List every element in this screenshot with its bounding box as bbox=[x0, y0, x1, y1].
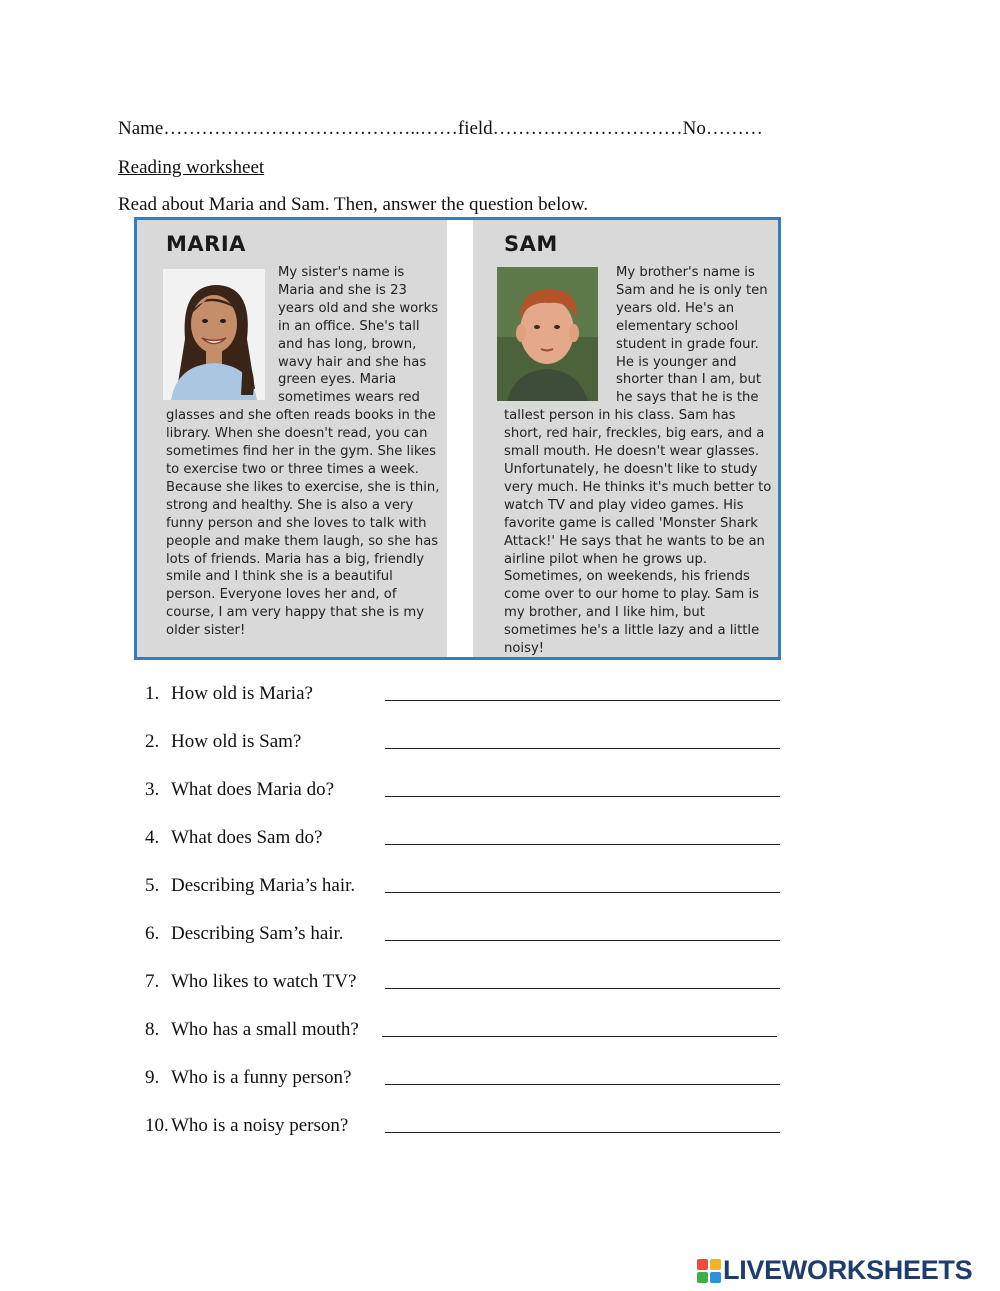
question-text: What does Maria do? bbox=[171, 779, 335, 800]
question-text: Describing Maria’s hair. bbox=[171, 875, 356, 896]
instructions-text: Read about Maria and Sam. Then, answer the question below. bbox=[118, 194, 589, 215]
sam-panel bbox=[473, 220, 778, 657]
question-text: What does Sam do? bbox=[171, 827, 323, 848]
question-item bbox=[145, 872, 785, 902]
answer-line[interactable] bbox=[385, 988, 780, 989]
question-text: Who has a small mouth? bbox=[171, 1019, 359, 1040]
question-number: 2. bbox=[145, 731, 160, 752]
question-text: How old is Maria? bbox=[171, 683, 313, 704]
answer-line[interactable] bbox=[385, 844, 780, 845]
question-text: Who is a funny person? bbox=[171, 1067, 352, 1088]
answer-line[interactable] bbox=[382, 1036, 777, 1037]
question-item bbox=[145, 1112, 785, 1142]
sam-heading: SAM bbox=[504, 232, 558, 256]
liveworksheets-logo[interactable] bbox=[697, 1254, 997, 1286]
question-item bbox=[145, 968, 785, 998]
name-field-line[interactable]: Name…………………………………..……field…………………………No……… bbox=[118, 118, 763, 139]
reading-passage-box bbox=[134, 217, 781, 660]
question-number: 6. bbox=[145, 923, 160, 944]
answer-line[interactable] bbox=[385, 1084, 780, 1085]
maria-story-text: My sister's name is Maria and she is 23 years old and she works in an office. She's tall and has long, brown, wavy hair and she has green eyes. Maria sometimes wears red glasses and she often reads books in the library. When she doesn't read, you can sometimes find her in the gym. She likes to exercise two or three times a week. Because she likes to exercise, she is thin, strong and healthy. She is also a very funny person and she loves to talk with people and make them laugh, so she has lots of friends. Maria has a big, friendly smile and I think she is a beautiful person. Everyone loves her and, of course, I am very happy that she is my older sister! bbox=[166, 265, 440, 639]
question-number: 9. bbox=[145, 1067, 160, 1088]
question-number: 1. bbox=[145, 683, 160, 704]
logo-wordmark: LIVEWORKSHEETS bbox=[723, 1255, 973, 1285]
question-item bbox=[145, 824, 785, 854]
question-number: 7. bbox=[145, 971, 160, 992]
worksheet-title: Reading worksheet bbox=[118, 157, 265, 178]
question-number: 4. bbox=[145, 827, 160, 848]
question-text: How old is Sam? bbox=[171, 731, 302, 752]
maria-heading: MARIA bbox=[166, 232, 246, 256]
answer-line[interactable] bbox=[385, 748, 780, 749]
question-text: Who is a noisy person? bbox=[171, 1115, 349, 1136]
question-item bbox=[145, 920, 785, 950]
question-item bbox=[145, 1016, 785, 1046]
maria-panel bbox=[137, 220, 447, 657]
question-text: Who likes to watch TV? bbox=[171, 971, 357, 992]
question-number: 3. bbox=[145, 779, 160, 800]
question-number: 5. bbox=[145, 875, 160, 896]
question-item bbox=[145, 728, 785, 758]
answer-line[interactable] bbox=[385, 700, 780, 701]
question-item bbox=[145, 1064, 785, 1094]
answer-line[interactable] bbox=[385, 940, 780, 941]
answer-line[interactable] bbox=[385, 1132, 780, 1133]
liveworksheets-badge-icon bbox=[697, 1259, 721, 1283]
question-number: 10. bbox=[145, 1115, 169, 1136]
sam-story-text: My brother's name is Sam and he is only ten years old. He's an elementary school student in grade four. He is younger and shorter than I am, but he says that he is the tallest person in his class. Sam has short, red hair, freckles, big ears, and a small mouth. He doesn't wear glasses. Unfortunately, he doesn't like to study very much. He thinks it's much better to watch TV and play video games. His favorite game is called 'Monster Shark Attack!' He says that he wants to be an airline pilot when he grows up. Sometimes, on weekends, his friends come over to our home to play. Sam is my brother, and I like him, but sometimes he's a little lazy and a little noisy! bbox=[504, 265, 772, 657]
answer-line[interactable] bbox=[385, 892, 780, 893]
question-number: 8. bbox=[145, 1019, 160, 1040]
answer-line[interactable] bbox=[385, 796, 780, 797]
question-text: Describing Sam’s hair. bbox=[171, 923, 344, 944]
question-item bbox=[145, 680, 785, 710]
question-item bbox=[145, 776, 785, 806]
